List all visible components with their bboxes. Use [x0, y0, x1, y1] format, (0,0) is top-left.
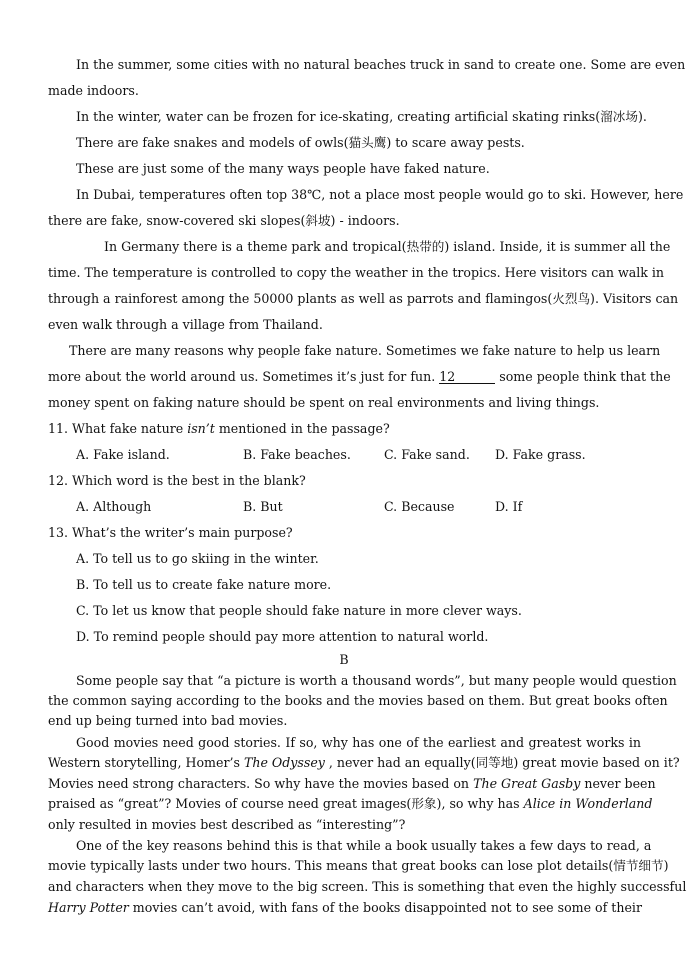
text-line: [48, 796, 653, 812]
text-line: [48, 776, 656, 792]
option-12d: D. If: [495, 499, 523, 514]
option-11d: D. Fake grass.: [495, 447, 586, 462]
text-line: end up being turned into bad movies.: [48, 713, 288, 728]
text-line: There are many reasons why people fake nature. Sometimes we fake nature to help us learn: [69, 343, 661, 358]
option-11b: B. Fake beaches.: [243, 447, 351, 462]
question-11: [48, 421, 390, 437]
book-title: The Great Gasby: [473, 776, 581, 791]
text-segment: movies can’t avoid, with fans of the books disappointed not to see some of their: [128, 900, 642, 915]
option-13c: C. To let us know that people should fake nature in more clever ways.: [76, 603, 522, 618]
book-title: The Odyssey: [243, 755, 325, 770]
text-segment: more about the world around us. Sometimes it’s just for fun.: [48, 369, 436, 384]
text-line: In the winter, water can be frozen for ice-skating, creating artificial skating rinks(溜冰场).: [76, 109, 647, 124]
text-line: time. The temperature is controlled to copy the weather in the tropics. Here visitors can walk in: [48, 265, 665, 280]
question-text: mentioned in the passage?: [214, 421, 390, 436]
question-emphasis: isn’t: [187, 421, 215, 436]
option-13b: B. To tell us to create fake nature more.: [76, 577, 332, 592]
option-12c: C. Because: [384, 499, 455, 514]
option-13a: A. To tell us to go skiing in the winter.: [76, 551, 319, 566]
text-segment: never been: [580, 776, 656, 791]
text-line: One of the key reasons behind this is that while a book usually takes a few days to read, a: [76, 838, 652, 853]
text-line: [48, 755, 680, 771]
option-13d: D. To remind people should pay more attention to natural world.: [76, 629, 489, 644]
text-line: [48, 900, 641, 916]
text-line: In the summer, some cities with no natural beaches truck in sand to create one. Some are even: [76, 57, 686, 72]
text-segment: Western storytelling, Homer’s: [48, 755, 244, 770]
text-line: even walk through a village from Thailand.: [48, 317, 323, 332]
option-12b: B. But: [243, 499, 283, 514]
text-line: movie typically lasts under two hours. This means that great books can lose plot details(情节细节): [48, 858, 669, 873]
text-line: Good movies need good stories. If so, why has one of the earliest and greatest works in: [76, 735, 641, 750]
question-text: 11. What fake nature: [48, 421, 188, 436]
text-line: only resulted in movies best described as “interesting”?: [48, 817, 406, 832]
text-segment: , never had an equally(同等地) great movie based on it?: [324, 755, 680, 770]
text-segment: Movies need strong characters. So why have the movies based on: [48, 776, 474, 791]
text-line: There are fake snakes and models of owls(猫头鹰) to scare away pests.: [76, 135, 525, 150]
text-line-with-blank: [48, 369, 671, 385]
text-line: there are fake, snow-covered ski slopes(斜坡) - indoors.: [48, 213, 400, 228]
text-line: money spent on faking nature should be spent on real environments and living things.: [48, 395, 600, 410]
text-line: In Germany there is a theme park and tropical(热带的) island. Inside, it is summer all the: [104, 239, 671, 254]
section-heading-b: B: [339, 652, 349, 667]
text-line: through a rainforest among the 50000 plants as well as parrots and flamingos(火烈鸟). Visitors can: [48, 291, 679, 306]
text-line: These are just some of the many ways people have faked nature.: [76, 161, 490, 176]
question-13: 13. What’s the writer’s main purpose?: [48, 525, 293, 540]
option-11c: C. Fake sand.: [384, 447, 470, 462]
option-12a: A. Although: [76, 499, 152, 514]
book-title: Alice in Wonderland: [523, 796, 653, 811]
text-line: In Dubai, temperatures often top 38℃, not a place most people would go to ski. However, here: [76, 187, 684, 202]
book-title: Harry Potter: [48, 900, 129, 915]
blank-12: 12: [439, 370, 495, 384]
text-line: the common saying according to the books and the movies based on them. But great books often: [48, 693, 668, 708]
text-line: Some people say that “a picture is worth a thousand words”, but many people would question: [76, 673, 677, 688]
text-segment: praised as “great”? Movies of course need great images(形象), so why has: [48, 796, 524, 811]
text-line: made indoors.: [48, 83, 139, 98]
question-12: 12. Which word is the best in the blank?: [48, 473, 306, 488]
text-line: and characters when they move to the big screen. This is something that even the highly successful: [48, 879, 687, 894]
option-11a: A. Fake island.: [76, 447, 170, 462]
text-segment: some people think that the: [499, 369, 671, 384]
